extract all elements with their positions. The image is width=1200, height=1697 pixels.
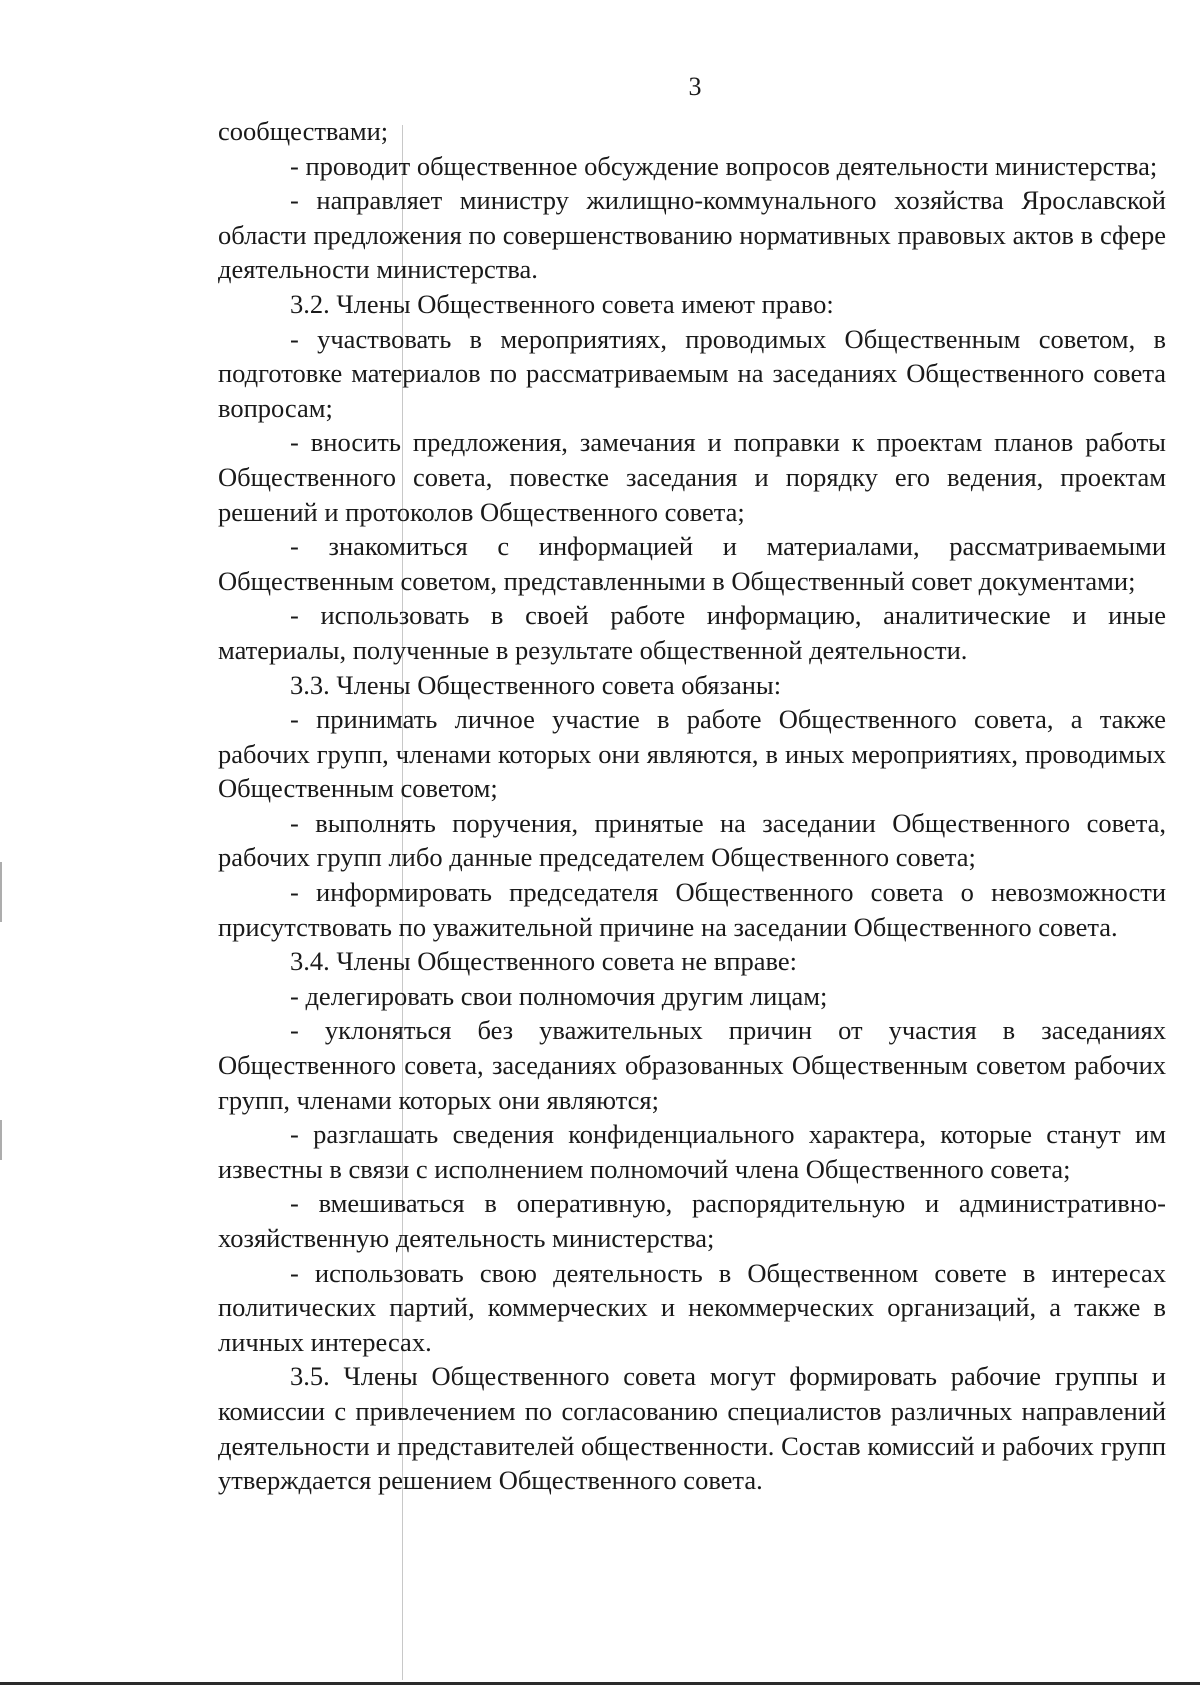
paragraph: сообществами; [218, 116, 389, 146]
paragraph: - разглашать сведения конфиденциального характера, которые станут им известны в связи с исполнением полномочий члена Общественного совета; [218, 1119, 1166, 1184]
scan-bottom-edge [0, 1682, 1200, 1685]
page-number: 3 [688, 72, 702, 101]
document-body [218, 114, 1166, 1498]
scan-edge-mark [0, 862, 2, 922]
paragraph: - использовать в своей работе информацию, аналитические и иные материалы, полученные в результате общественной деятельности. [218, 600, 1166, 665]
paragraph: - вмешиваться в оперативную, распорядительную и административно-хозяйственную деятельность министерства; [218, 1188, 1166, 1253]
paragraph: - делегировать свои полномочия другим лицам; [290, 980, 828, 1011]
paragraph: - проводит общественное обсуждение вопросов деятельности министерства; [290, 150, 1158, 181]
paragraph: 3.3. Члены Общественного совета обязаны: [290, 669, 782, 700]
paragraph: - принимать личное участие в работе Общественного совета, а также рабочих групп, членами которых они являются, в иных мероприятиях, проводимых Общественным советом; [218, 704, 1166, 804]
paragraph: - информировать председателя Общественного совета о невозможности присутствовать по уважительной причине на заседании Общественного совета. [218, 877, 1166, 942]
paragraph: 3.5. Члены Общественного совета могут формировать рабочие группы и комиссии с привлечением по согласованию специалистов различных направлений деятельности и представителей общественности. Состав комиссий и рабочих групп утверждается решением Общественного совета. [218, 1361, 1166, 1496]
paragraph: 3.2. Члены Общественного совета имеют право: [290, 288, 834, 319]
paragraph: - вносить предложения, замечания и поправки к проектам планов работы Общественного совета, повестке заседания и порядку его ведения, проектам решений и протоколов Общественного совета; [218, 427, 1166, 527]
paragraph: - знакомиться с информацией и материалами, рассматриваемыми Общественным советом, представленными в Общественный совет документами; [218, 531, 1166, 596]
paragraph: - использовать свою деятельность в Общественном совете в интересах политических партий, коммерческих и некоммерческих организаций, а также в личных интересах. [218, 1257, 1166, 1357]
paragraph: - выполнять поручения, принятые на заседании Общественного совета, рабочих групп либо данные председателем Общественного совета; [218, 807, 1166, 873]
paragraph: - направляет министру жилищно-коммунального хозяйства Ярославской области предложения по совершенствованию нормативных правовых актов в сфере деятельности министерства. [218, 185, 1166, 285]
scan-edge-mark [0, 1120, 2, 1160]
paragraph: - уклоняться без уважительных причин от участия в заседаниях Общественного совета, заседаниях образованных Общественным советом рабочих групп, членами которых они являются; [218, 1015, 1166, 1115]
paragraph: - участвовать в мероприятиях, проводимых Общественным советом, в подготовке материалов по рассматриваемым на заседаниях Общественного совета вопросам; [218, 323, 1166, 423]
paragraph: 3.4. Члены Общественного совета не вправе: [290, 946, 797, 977]
